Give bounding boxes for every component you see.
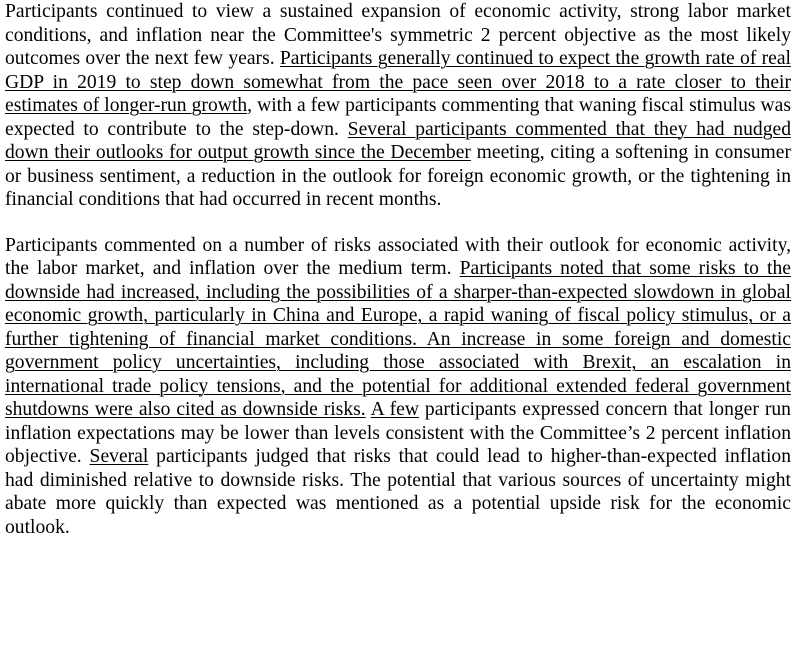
document-body	[5, 0, 791, 539]
text-segment: , with a few participants commenting that waning fiscal stimulus was expected to contribute to the step-down.	[5, 95, 791, 140]
underlined-text-segment: Several participants commented that they had nudged down their outlooks for output growth since the December	[5, 118, 791, 163]
text-segment: Participants continued to view a sustained expansion of economic activity, strong labor market conditions, and inflation near the Committee's symmetric 2 percent objective as the most likely outcomes over the next few years.	[5, 1, 791, 69]
underlined-text-segment: Participants generally continued to expect the growth rate of real GDP in 2019 to step down somewhat from the pace seen over 2018 to a rate closer to their estimates of longer-run growth	[5, 48, 791, 116]
underlined-text-segment: Participants noted that some risks to the downside had increased, including the possibilities of a sharper-than-expected slowdown in global economic growth, particularly in China and Europe, a rapid waning of fiscal policy stimulus, or a further tightening of financial market conditions. An increase in some foreign and domestic government policy uncertainties, including those associated with Brexit, an escalation in international trade policy tensions, and the potential for additional extended federal government shutdowns were also cited as downside risks.	[5, 258, 791, 420]
text-segment: participants expressed concern that longer run inflation expectations may be lower than levels consistent with the Committee’s 2 percent inflation objective.	[5, 399, 791, 467]
underlined-text-segment: Several	[89, 446, 149, 467]
paragraph-risks	[5, 234, 791, 540]
text-segment: meeting, citing a softening in consumer or business sentiment, a reduction in the outlook for foreign economic growth, or the tightening in financial conditions that had occurred in recent months.	[5, 142, 791, 210]
text-segment: participants judged that risks that could lead to higher-than-expected inflation had diminished relative to downside risks. The potential that various sources of uncertainty might abate more quickly than expected was mentioned as a potential upside risk for the economic outlook.	[5, 446, 792, 538]
paragraph-economic-outlook	[5, 0, 791, 212]
underlined-text-segment: A few	[370, 399, 419, 420]
text-segment: Participants commented on a number of risks associated with their outlook for economic activity, the labor market, and inflation over the medium term.	[5, 234, 791, 279]
